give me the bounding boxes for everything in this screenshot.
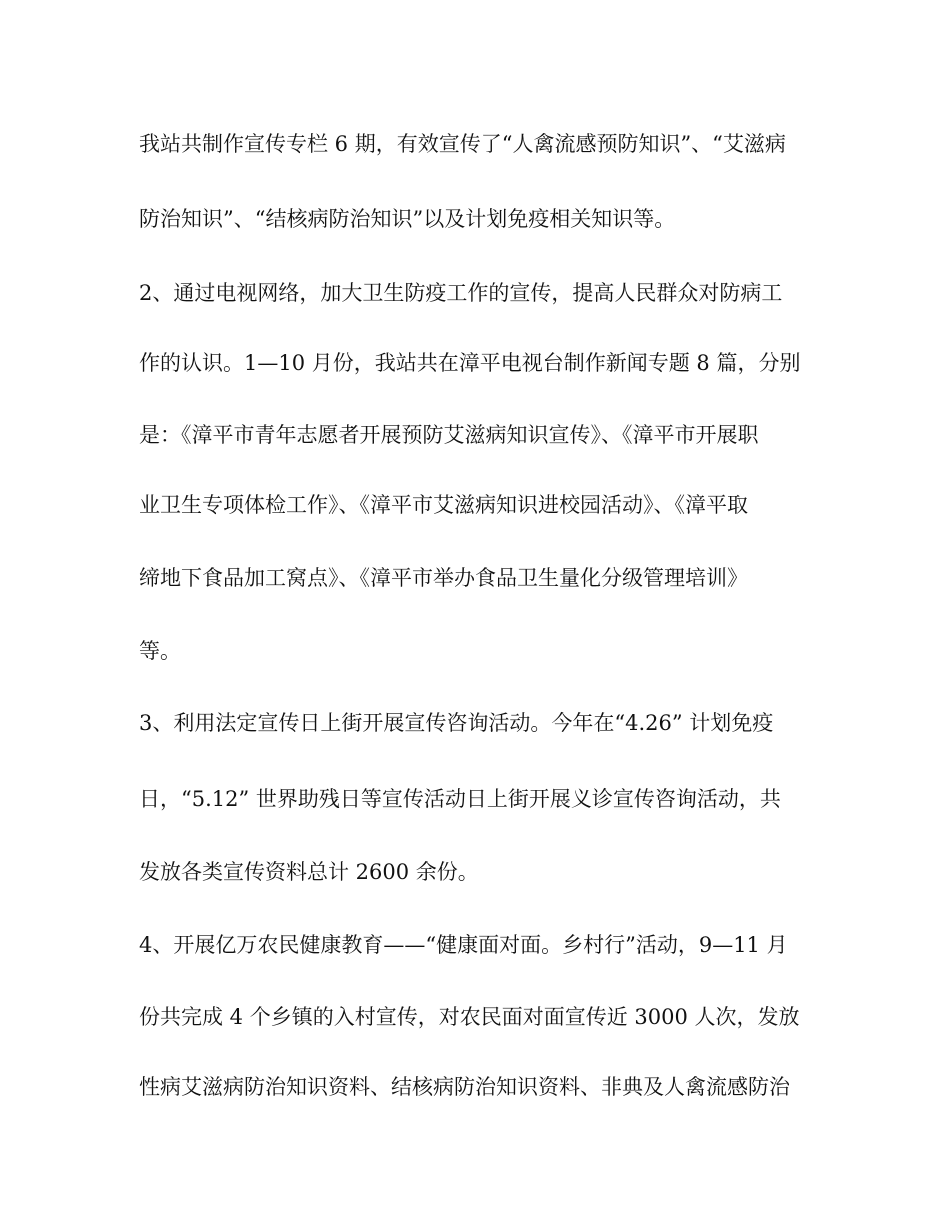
text-line: 日，“5.12” 世界助残日等宣传活动日上街开展义诊宣传咨询活动，共 (139, 787, 781, 811)
text-line: 防治知识”、“结核病防治知识”以及计划免疫相关知识等。 (139, 207, 676, 231)
text-line: 作的认识。1—10 月份，我站共在漳平电视台制作新闻专题 8 篇，分别 (139, 351, 801, 375)
text-line: 业卫生专项体检工作》、《漳平市艾滋病知识进校园活动》、《漳平取 (139, 493, 748, 517)
text-line: 性病艾滋病防治知识资料、结核病防治知识资料、非典及人禽流感防治 (139, 1075, 790, 1099)
text-line: 2、通过电视网络，加大卫生防疫工作的宣传，提高人民群众对防病工 (139, 281, 783, 305)
text-line: 我站共制作宣传专栏 6 期，有效宣传了“人禽流感预防知识”、“艾滋病 (139, 132, 786, 156)
text-line: 缔地下食品加工窝点》、《漳平市举办食品卫生量化分级管理培训》 (139, 566, 748, 590)
text-line: 4、开展亿万农民健康教育——“健康面对面。乡村行”活动，9—11 月 (139, 933, 788, 957)
text-line: 发放各类宣传资料总计 2600 余份。 (139, 860, 479, 884)
text-line: 等。 (139, 639, 181, 663)
text-line: 3、利用法定宣传日上街开展宣传咨询活动。今年在“4.26” 计划免疫 (139, 711, 774, 735)
text-line: 份共完成 4 个乡镇的入村宣传，对农民面对面宣传近 3000 人次，发放 (139, 1005, 800, 1029)
text-line: 是：《漳平市青年志愿者开展预防艾滋病知识宣传》、《漳平市开展职 (139, 423, 759, 447)
